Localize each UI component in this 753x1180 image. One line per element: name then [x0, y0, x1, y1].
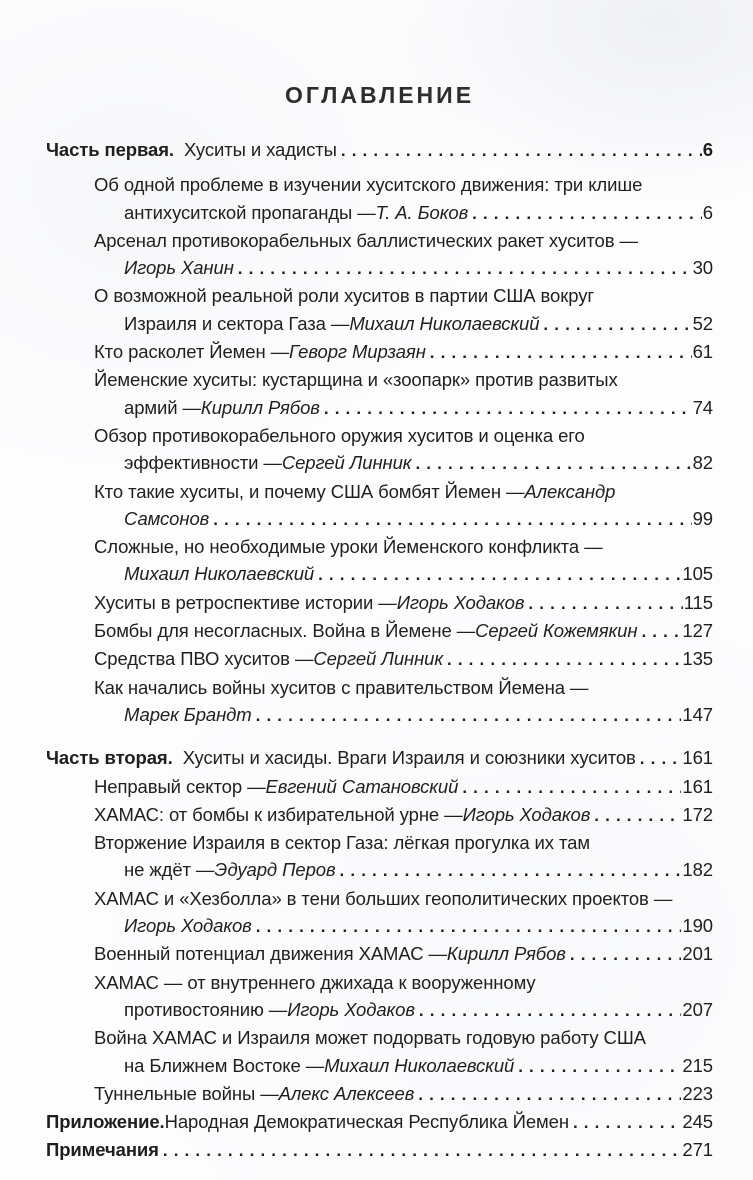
entry-title-text: Кто расколет Йемен —	[94, 341, 290, 363]
page-number: 215	[682, 1054, 713, 1076]
toc-line	[94, 801, 713, 829]
toc-entry	[46, 885, 713, 941]
part-label: Часть вторая.	[46, 747, 173, 769]
page-number: 201	[682, 943, 713, 965]
toc-entry	[46, 422, 713, 478]
toc-entry	[46, 589, 713, 617]
toc-part-entry	[46, 136, 713, 164]
page-number: 82	[692, 452, 713, 474]
author-name: Т. А. Боков	[375, 201, 469, 223]
page-number: 127	[682, 620, 713, 642]
entry-title-text: Бомбы для несогласных. Война в Йемене —	[94, 620, 476, 642]
toc-line	[94, 533, 713, 560]
dot-leader	[573, 1108, 681, 1136]
toc-line	[124, 310, 713, 338]
author-name: Алекс Алексеев	[278, 1082, 415, 1104]
toc-line	[94, 589, 713, 617]
entry-title-text: не ждёт —	[124, 859, 215, 881]
entry-title-text: О возможной реальной роли хуситов в партии США вокруг	[94, 285, 594, 307]
toc-line	[94, 227, 713, 254]
entry-title-text: Неправый сектор —	[94, 775, 266, 797]
toc-part-entry	[46, 744, 713, 772]
entry-title-text: Йеменские хуситы: кустарщина и «зоопарк» против развитых	[94, 369, 618, 391]
entry-title-text: Сложные, но необходимые уроки Йеменского конфликта —	[94, 536, 603, 558]
toc-line	[94, 338, 713, 366]
toc-line	[94, 773, 713, 801]
entry-title-text: на Ближнем Востоке —	[124, 1054, 325, 1076]
dot-leader	[341, 136, 702, 164]
entry-title-text: Израиля и сектора Газа —	[124, 312, 350, 334]
toc-line	[124, 394, 713, 422]
page-number: 190	[682, 915, 713, 937]
toc-entry	[46, 533, 713, 589]
page-number: 135	[682, 648, 713, 670]
author-name: Игорь Ходаков	[396, 591, 525, 613]
toc-entry	[46, 645, 713, 673]
toc-line	[124, 505, 713, 533]
toc-line	[124, 1052, 713, 1080]
dot-leader	[640, 744, 682, 772]
author-name: Марек Брандт	[124, 703, 252, 725]
page-number: 74	[692, 396, 713, 418]
toc-entry	[46, 940, 713, 968]
page-number: 147	[682, 703, 713, 725]
toc-line	[46, 136, 713, 164]
dot-leader	[256, 912, 682, 940]
entry-title-text: Вторжение Израиля в сектор Газа: лёгкая прогулка их там	[94, 832, 590, 854]
entry-title-text: Средства ПВО хуситов —	[94, 648, 314, 670]
toc-line	[124, 701, 713, 729]
dot-leader	[528, 589, 682, 617]
toc-entry	[46, 227, 713, 283]
author-name: Кирилл Рябов	[200, 396, 320, 418]
author-name: Геворг Мирзаян	[289, 341, 426, 363]
entry-title-text: противостоянию —	[124, 998, 288, 1020]
author-name: Михаил Николаевский	[349, 312, 540, 334]
toc-line	[46, 1108, 713, 1136]
entry-title-text: Хуситы и хасиды. Враги Израиля и союзники хуситов	[172, 747, 636, 769]
toc-line	[94, 1024, 713, 1051]
toc-entry	[46, 338, 713, 366]
page-number: 207	[682, 998, 713, 1020]
page-number: 52	[692, 312, 713, 334]
author-name: Михаил Николаевский	[124, 563, 315, 585]
dot-leader	[462, 773, 681, 801]
toc-line	[124, 560, 713, 588]
toc-line	[94, 829, 713, 856]
author-name: Михаил Николаевский	[324, 1054, 515, 1076]
author-name: Самсонов	[124, 507, 210, 529]
author-name: Игорь Ханин	[124, 257, 234, 279]
dot-leader	[318, 560, 681, 588]
dot-leader	[415, 449, 691, 477]
toc-part-entry	[46, 1108, 713, 1136]
toc-entry	[46, 674, 713, 730]
toc-line	[46, 744, 713, 772]
toc-line	[94, 366, 713, 393]
toc-entry	[46, 282, 713, 338]
author-name: Игорь Ходаков	[287, 998, 415, 1020]
entry-title-text: Война ХАМАС и Израиля может подорвать годовую работу США	[94, 1027, 646, 1049]
toc-entry	[46, 617, 713, 645]
entry-title-text: ХАМАС и «Хезболла» в тени больших геополитических проектов —	[94, 887, 673, 909]
page-number: 182	[682, 859, 713, 881]
toc-line	[94, 885, 713, 912]
toc-line	[94, 478, 713, 505]
dot-leader	[418, 1080, 681, 1108]
toc-line	[94, 617, 713, 645]
author-name: Кирилл Рябов	[446, 943, 566, 965]
toc-line	[124, 912, 713, 940]
page-number: 30	[692, 257, 713, 279]
toc-line	[94, 282, 713, 309]
author-name: Игорь Ходаков	[124, 915, 252, 937]
author-name: Сергей Кожемякин	[475, 620, 638, 642]
page-number: 115	[683, 591, 713, 613]
dot-leader	[419, 996, 682, 1024]
toc-line	[94, 940, 713, 968]
part-label: Часть первая.	[46, 139, 174, 160]
entry-title-text: Кто такие хуситы, и почему США бомбят Йемен —	[94, 480, 525, 502]
entry-title-text: антихуситской пропаганды —	[124, 201, 376, 223]
toc-entry	[46, 801, 713, 829]
toc-line	[94, 645, 713, 673]
toc-title: ОГЛАВЛЕНИЕ	[284, 82, 475, 108]
toc-entry	[46, 366, 713, 422]
page-number: 223	[682, 1082, 713, 1104]
entry-title-text: Об одной проблеме в изучении хуситского движения: три клише	[94, 174, 643, 196]
dot-leader	[324, 394, 692, 422]
toc-part-entry	[46, 1136, 713, 1164]
toc-entry	[46, 478, 713, 534]
dot-leader	[543, 310, 691, 338]
toc-entry	[46, 969, 713, 1025]
author-name: Сергей Линник	[281, 452, 412, 474]
page-number: 6	[702, 139, 713, 160]
entry-title-text: Обзор противокорабельного оружия хуситов и оценка его	[94, 424, 585, 446]
entry-title-text: Хуситы в ретроспективе истории —	[94, 591, 397, 613]
toc-entry	[46, 1080, 713, 1108]
entry-title-text: ХАМАС: от бомбы к избирательной урне —	[94, 803, 463, 825]
entry-title-text: ХАМАС — от внутреннего джихада к вооруженному	[94, 971, 536, 993]
page-number: 61	[692, 341, 713, 363]
page-number: 99	[692, 507, 713, 529]
toc-line	[124, 254, 713, 282]
author-name: Евгений Сатановский	[265, 775, 459, 797]
dot-leader	[472, 199, 702, 227]
toc-line	[124, 856, 713, 884]
page-number: 105	[682, 563, 713, 585]
dot-leader	[163, 1136, 682, 1164]
page-number: 161	[682, 775, 713, 797]
author-name: Игорь Ходаков	[462, 803, 591, 825]
author-name: Сергей Линник	[313, 648, 443, 670]
toc-line	[124, 996, 713, 1024]
toc-line	[94, 422, 713, 449]
entry-title-text: Туннельные войны —	[94, 1082, 279, 1104]
part-label: Примечания	[46, 1139, 159, 1161]
toc-entry	[46, 171, 713, 227]
part-label: Приложение.	[46, 1111, 165, 1133]
toc-list	[46, 136, 713, 1165]
page-number: 6	[702, 201, 713, 223]
entry-title-text: Народная Демократическая Республика Йемен	[164, 1111, 569, 1133]
toc-line	[94, 171, 713, 198]
toc-line	[46, 1136, 713, 1164]
toc-line	[94, 674, 713, 701]
toc-entry	[46, 773, 713, 801]
page-number: 245	[682, 1111, 713, 1133]
entry-title-text: Военный потенциал движения ХАМАС —	[94, 943, 447, 965]
dot-leader	[447, 645, 681, 673]
dot-leader	[570, 940, 682, 968]
page-number: 161	[682, 747, 713, 769]
entry-title-text: Как начались войны хуситов с правительством Йемена —	[94, 676, 589, 698]
dot-leader	[340, 856, 682, 884]
dot-leader	[430, 338, 692, 366]
dot-leader	[238, 254, 692, 282]
author-name: Александр	[524, 480, 616, 502]
dot-leader	[641, 617, 681, 645]
dot-leader	[594, 801, 681, 829]
dot-leader	[256, 701, 682, 729]
entry-title-text: армий —	[124, 396, 201, 418]
entry-title-text: Хуситы и хадисты	[173, 139, 337, 160]
toc-line	[94, 1080, 713, 1108]
page-number: 172	[682, 803, 713, 825]
toc-line	[124, 199, 713, 227]
dot-leader	[213, 505, 691, 533]
toc-entry	[46, 1024, 713, 1080]
toc-line	[94, 969, 713, 996]
author-name: Эдуард Перов	[214, 859, 336, 881]
entry-title-text: Арсенал противокорабельных баллистических ракет хуситов —	[94, 229, 638, 251]
toc-line	[124, 449, 713, 477]
dot-leader	[518, 1052, 681, 1080]
entry-title-text: эффективности —	[124, 452, 282, 474]
toc-entry	[46, 829, 713, 885]
page-number: 271	[682, 1139, 713, 1161]
